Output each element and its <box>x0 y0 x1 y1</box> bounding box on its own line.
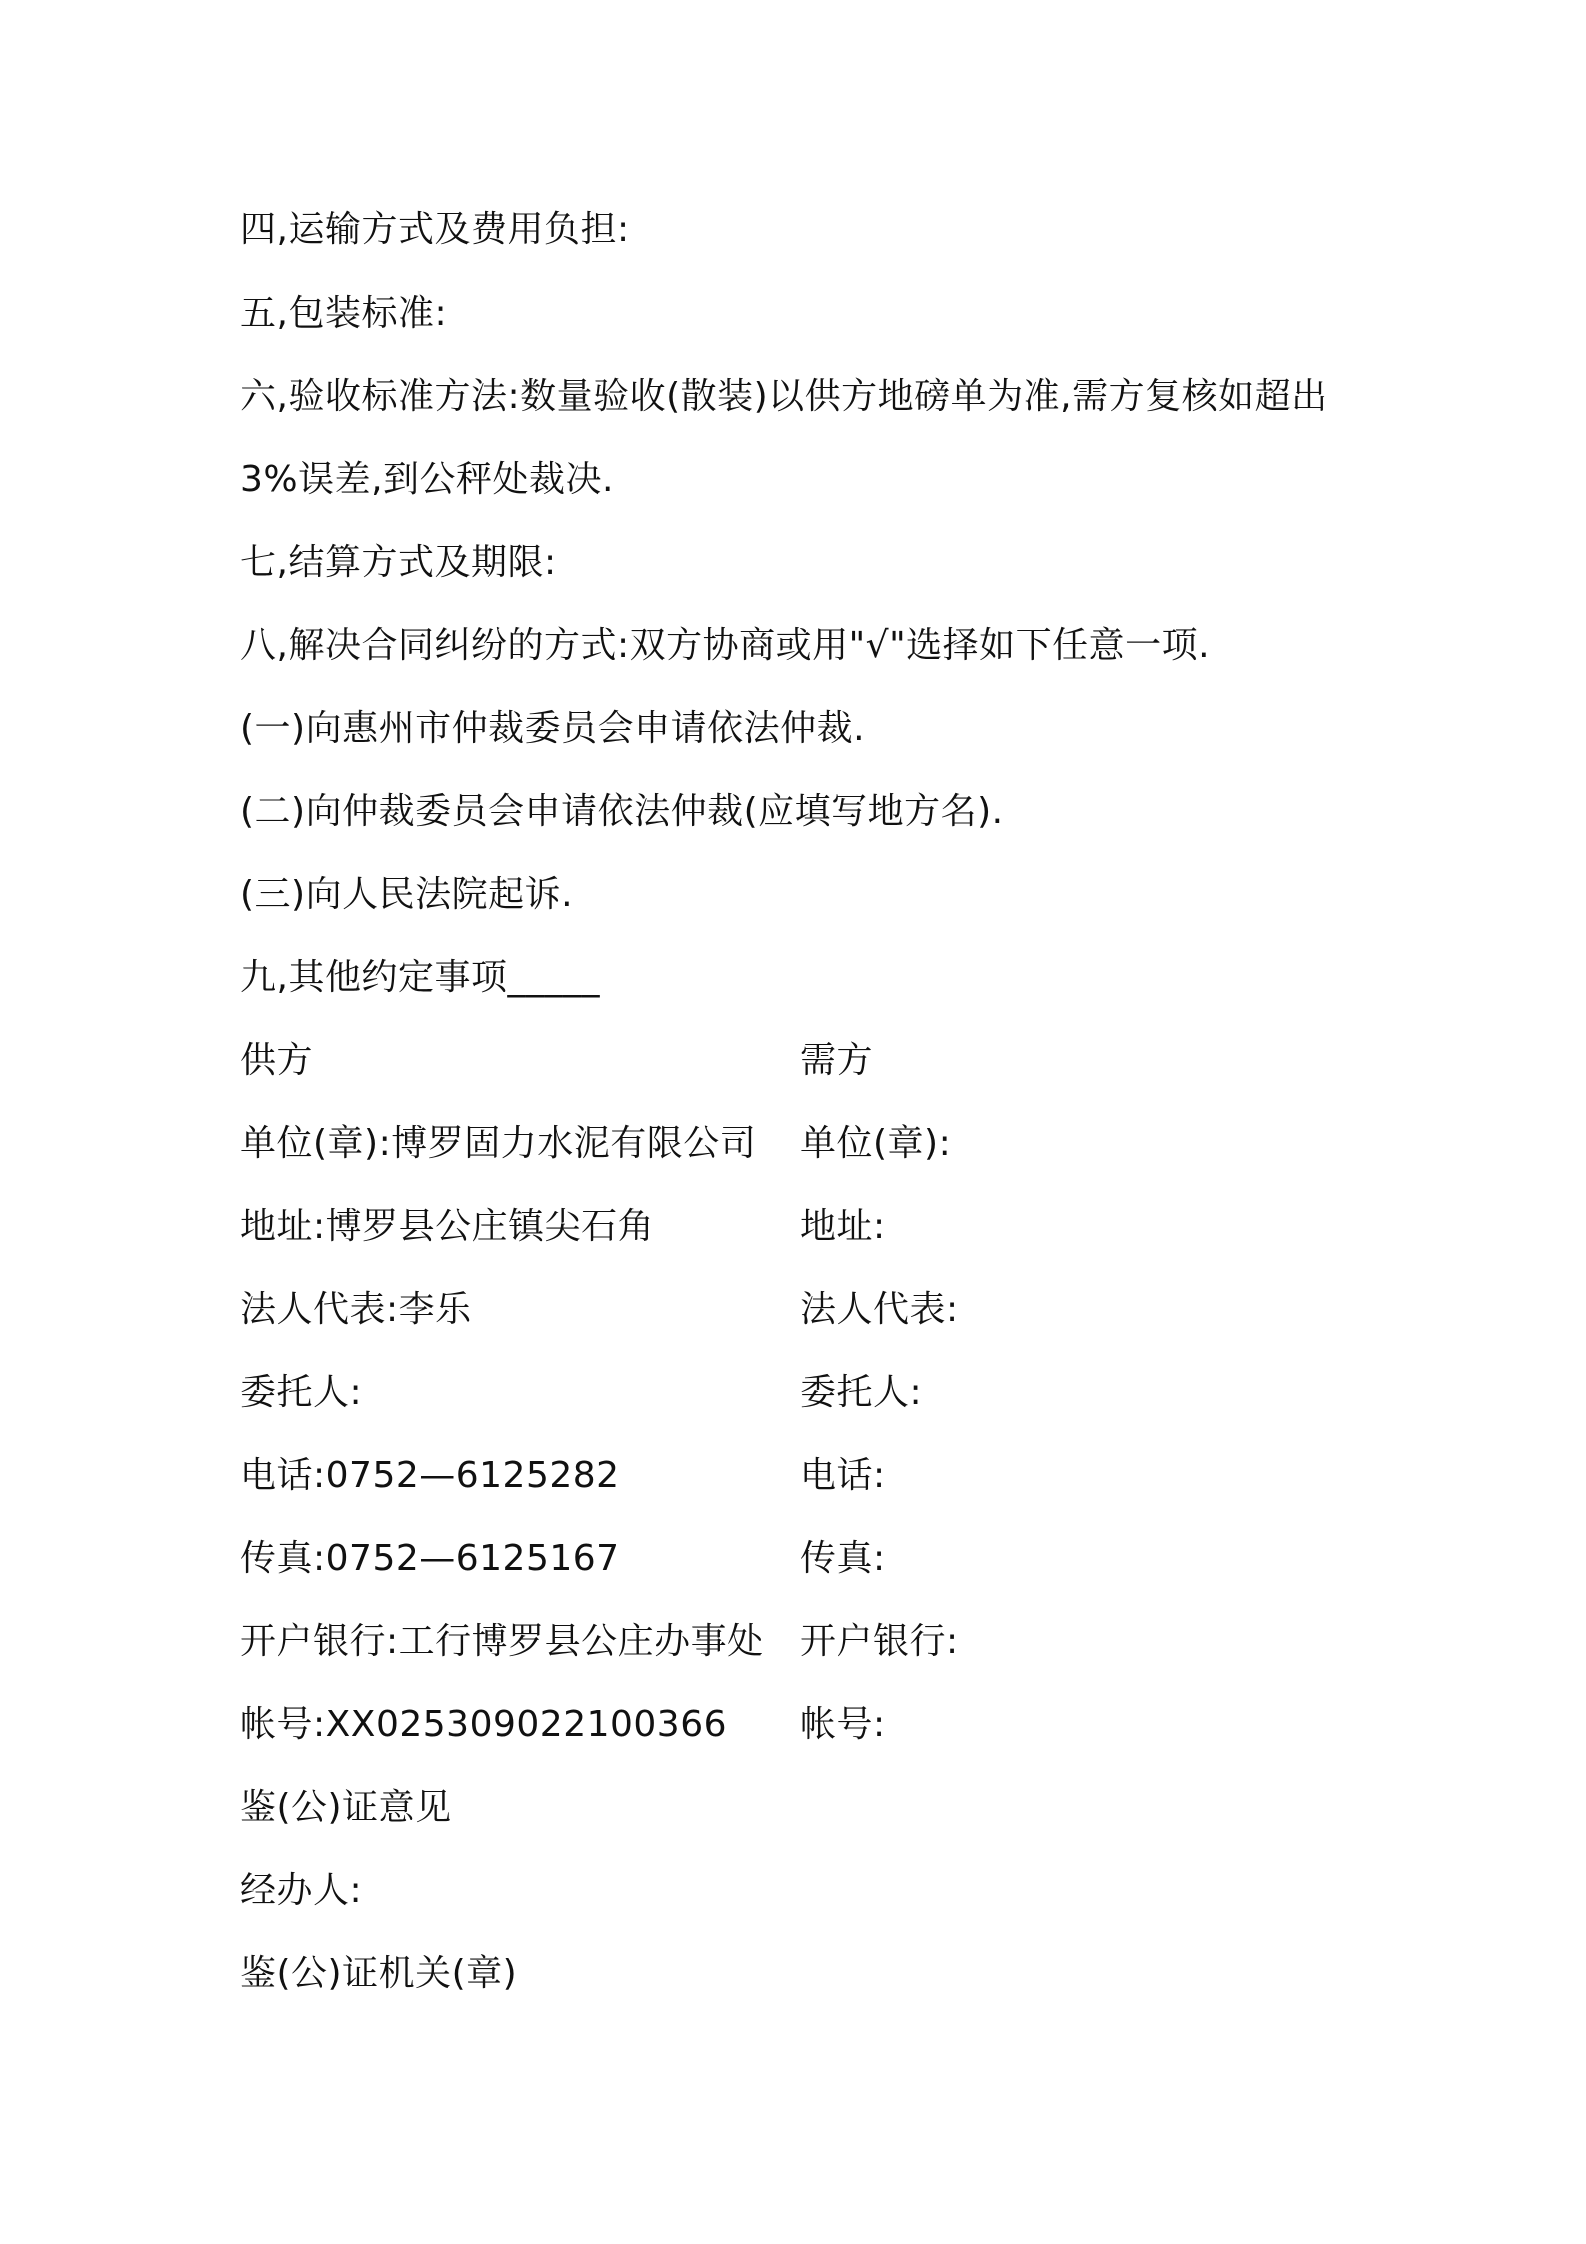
section-5-packaging: 五,包装标准: <box>240 293 448 334</box>
section-8-option-2: (二)向仲裁委员会申请依法仲裁(应填写地方名). <box>240 791 1004 832</box>
supplier-phone: 电话:0752—6125282 <box>240 1455 620 1496</box>
supplier-heading: 供方 <box>240 1040 314 1081</box>
section-4-transport: 四,运输方式及费用负担: <box>240 209 630 250</box>
supplier-account: 帐号:XX025309022100366 <box>240 1704 728 1745</box>
supplier-agent: 委托人: <box>240 1372 363 1413</box>
supplier-address: 地址:博罗县公庄镇尖石角 <box>240 1206 655 1247</box>
notary-opinion: 鉴(公)证意见 <box>240 1787 452 1828</box>
section-6-acceptance-line1: 六,验收标准方法:数量验收(散装)以供方地磅单为准,需方复核如超出 <box>240 376 1328 417</box>
section-6-acceptance-line2: 3%误差,到公秤处裁决. <box>240 459 614 500</box>
buyer-account: 帐号: <box>800 1704 886 1745</box>
supplier-fax: 传真:0752—6125167 <box>240 1538 620 1579</box>
section-8-option-3: (三)向人民法院起诉. <box>240 874 574 915</box>
buyer-agent: 委托人: <box>800 1372 923 1413</box>
supplier-unit: 单位(章):博罗固力水泥有限公司 <box>240 1123 757 1164</box>
buyer-heading: 需方 <box>800 1040 874 1081</box>
buyer-phone: 电话: <box>800 1455 886 1496</box>
notary-handler: 经办人: <box>240 1870 363 1911</box>
section-8-dispute: 八,解决合同纠纷的方式:双方协商或用"√"选择如下任意一项. <box>240 625 1211 666</box>
buyer-address: 地址: <box>800 1206 886 1247</box>
supplier-legal-rep: 法人代表:李乐 <box>240 1289 472 1330</box>
buyer-unit: 单位(章): <box>800 1123 952 1164</box>
buyer-fax: 传真: <box>800 1538 886 1579</box>
section-8-option-1: (一)向惠州市仲裁委员会申请依法仲裁. <box>240 708 866 749</box>
section-9-other: 九,其他约定事项_____ <box>240 957 600 998</box>
supplier-bank: 开户银行:工行博罗县公庄办事处 <box>240 1621 764 1662</box>
buyer-bank: 开户银行: <box>800 1621 959 1662</box>
notary-office: 鉴(公)证机关(章) <box>240 1953 518 1994</box>
buyer-legal-rep: 法人代表: <box>800 1289 959 1330</box>
section-7-settlement: 七,结算方式及期限: <box>240 542 557 583</box>
